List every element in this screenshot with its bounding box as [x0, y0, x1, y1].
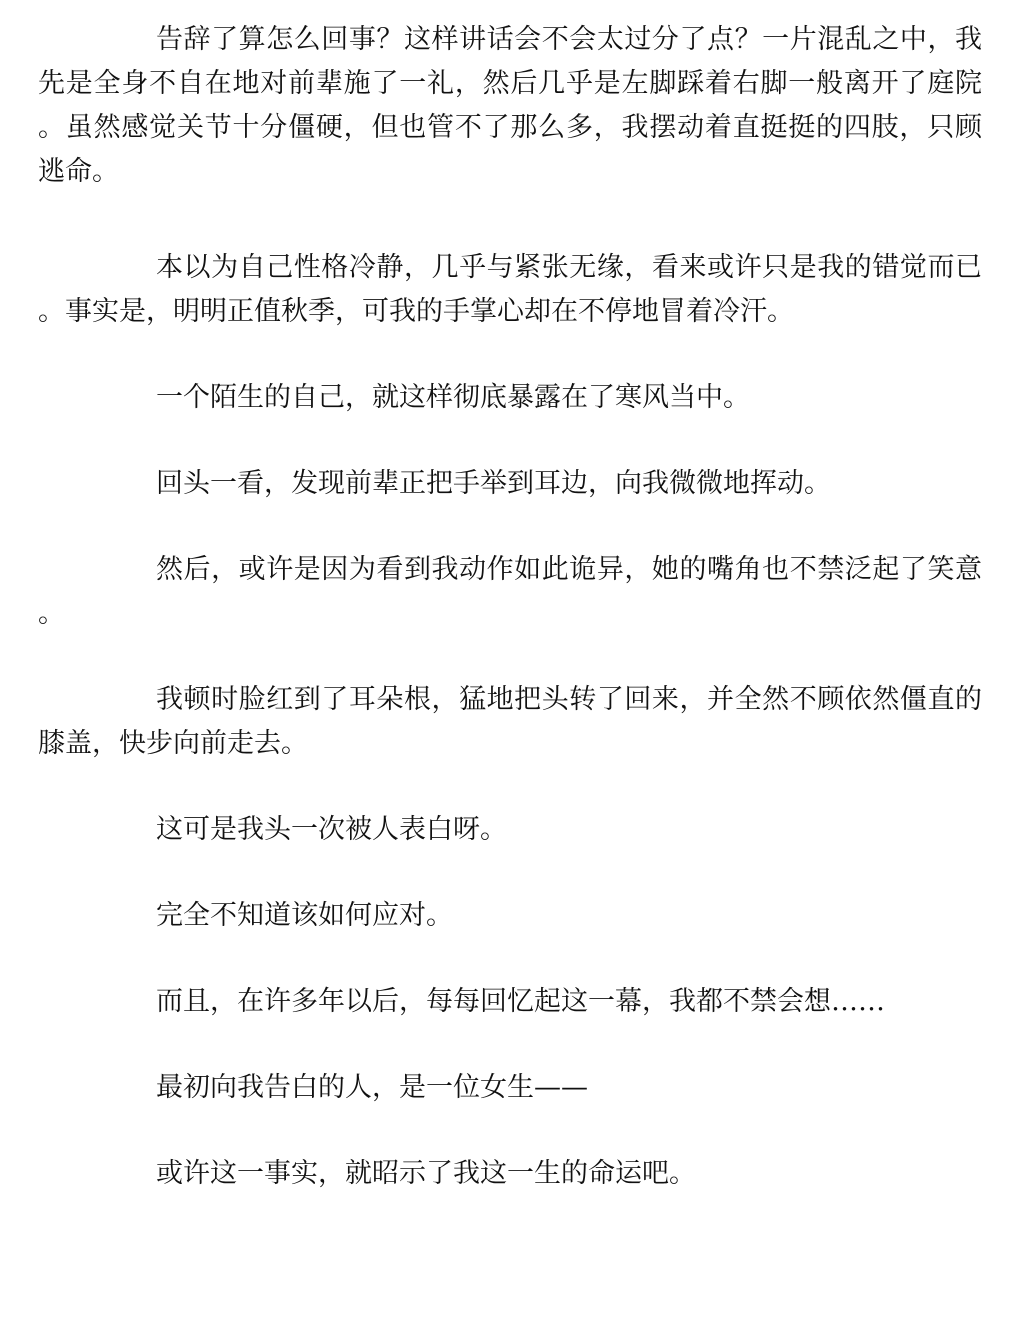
paragraph-11: 或许这一事实，就昭示了我这一生的命运吧。: [156, 1158, 696, 1189]
paragraph-8: 完全不知道该如何应对。: [156, 900, 453, 931]
document-page: [38, 18, 982, 1196]
paragraph-7: 这可是我头一次被人表白呀。: [156, 814, 507, 845]
paragraph-6: 我顿时脸红到了耳朵根，猛地把头转了回来，并全然不顾依然僵直的膝盖，快步向前走去。: [38, 684, 982, 759]
paragraph-5: 然后，或许是因为看到我动作如此诡异，她的嘴角也不禁泛起了笑意。: [38, 554, 982, 629]
paragraph-4: 回头一看，发现前辈正把手举到耳边，向我微微地挥动。: [156, 468, 831, 499]
paragraph-10: 最初向我告白的人，是一位女生——: [156, 1072, 588, 1103]
paragraph-9: 而且，在许多年以后，每每回忆起这一幕，我都不禁会想……: [156, 986, 885, 1017]
paragraph-3: 一个陌生的自己，就这样彻底暴露在了寒风当中。: [156, 382, 750, 413]
paragraph-1: 告辞了算怎么回事？这样讲话会不会太过分了点？一片混乱之中，我先是全身不自在地对前辈施了一礼，然后几乎是左脚踩着右脚一般离开了庭院。虽然感觉关节十分僵硬，但也管不了那么多，我摆动着直挺挺的四肢，只顾逃命。: [38, 24, 982, 187]
paragraph-2: 本以为自己性格冷静，几乎与紧张无缘，看来或许只是我的错觉而已。事实是，明明正值秋季，可我的手掌心却在不停地冒着冷汗。: [38, 252, 982, 327]
